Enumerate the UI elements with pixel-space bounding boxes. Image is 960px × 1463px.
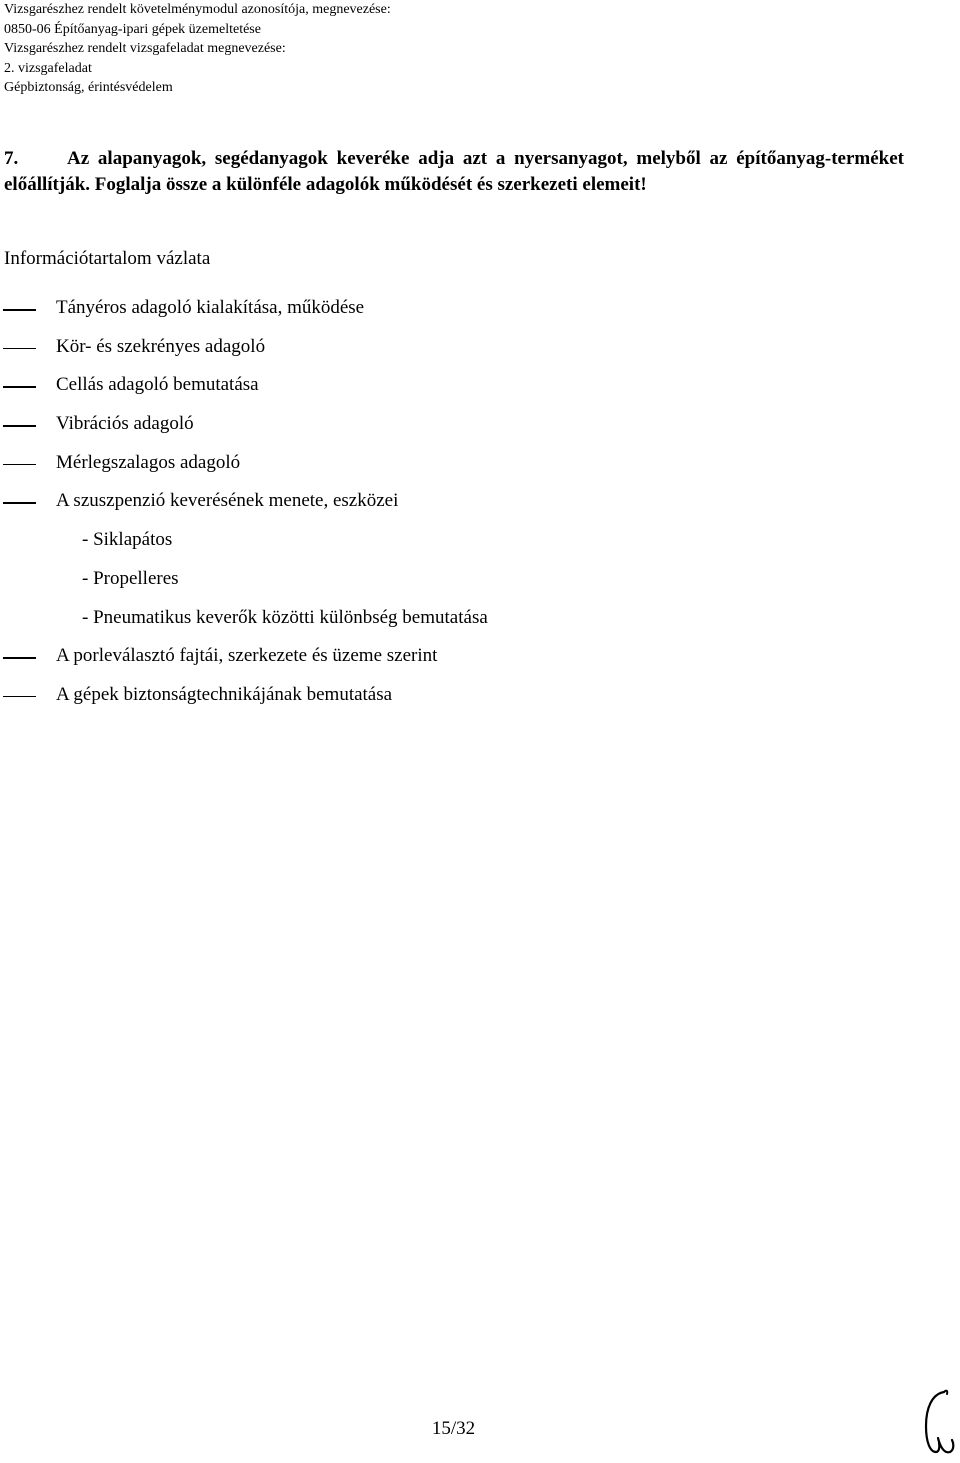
list-item-text: A porleválasztó fajtái, szerkezete és üzeme szerint [56, 645, 438, 667]
sub-list-item-text: - Propelleres [82, 567, 179, 589]
sub-list-item-text: - Siklapátos [82, 529, 173, 551]
list-item-text: Cellás adagoló bemutatása [56, 374, 259, 396]
list-item-text: Mérlegszalagos adagoló [56, 451, 241, 473]
dash-bullet-icon [3, 348, 36, 350]
list-item [0, 682, 900, 721]
header-task-name: Gépbiztonság, érintésvédelem [4, 80, 173, 95]
info-outline-list [0, 295, 900, 721]
task-text: Az alapanyagok, segédanyagok keveréke adja azt a nyersanyagot, melyből az építőanyag-terméket előállítják. Foglalja össze a különféle adagolók működését és szerkezeti elemeit! [4, 148, 904, 195]
info-outline-title: Információtartalom vázlata [4, 248, 211, 269]
list-item [0, 295, 900, 334]
dash-bullet-icon [3, 657, 36, 659]
sub-list-item [0, 605, 900, 644]
list-item-text: Tányéros adagoló kialakítása, működése [56, 297, 365, 318]
dash-bullet-icon [3, 309, 36, 311]
dash-bullet-icon [3, 425, 36, 427]
dash-bullet-icon [3, 464, 36, 466]
document-header [4, 0, 391, 98]
list-item-text: Vibrációs adagoló [56, 413, 194, 435]
task-statement [4, 146, 904, 198]
header-task-label: Vizsgarészhez rendelt vizsgafeladat megnevezése: [4, 41, 286, 56]
list-item [0, 450, 900, 489]
sub-list-item [0, 527, 900, 566]
page-number: 15/32 [431, 1418, 476, 1439]
list-item-text: A gépek biztonságtechnikájának bemutatása [56, 683, 393, 705]
list-item [0, 372, 900, 411]
list-item-text: Kör- és szekrényes adagoló [56, 335, 266, 357]
dash-bullet-icon [3, 386, 36, 388]
list-item-text: A szuszpenzió keverésének menete, eszközei [56, 490, 399, 512]
signature-icon [918, 1386, 958, 1458]
dash-bullet-icon [3, 502, 36, 504]
header-module-label: Vizsgarészhez rendelt követelménymodul azonosítója, megnevezése: [4, 2, 391, 17]
header-module-name: 0850-06 Építőanyag-ipari gépek üzemeltetése [4, 21, 261, 37]
list-item [0, 411, 900, 450]
sub-list-item [0, 566, 900, 605]
dash-bullet-icon [3, 696, 36, 698]
list-item [0, 488, 900, 527]
sub-list-item-text: - Pneumatikus keverők közötti különbség bemutatása [82, 606, 488, 628]
header-task-number: 2. vizsgafeladat [4, 60, 92, 76]
list-item [0, 643, 900, 682]
task-number: 7. [4, 148, 19, 169]
list-item [0, 334, 900, 373]
